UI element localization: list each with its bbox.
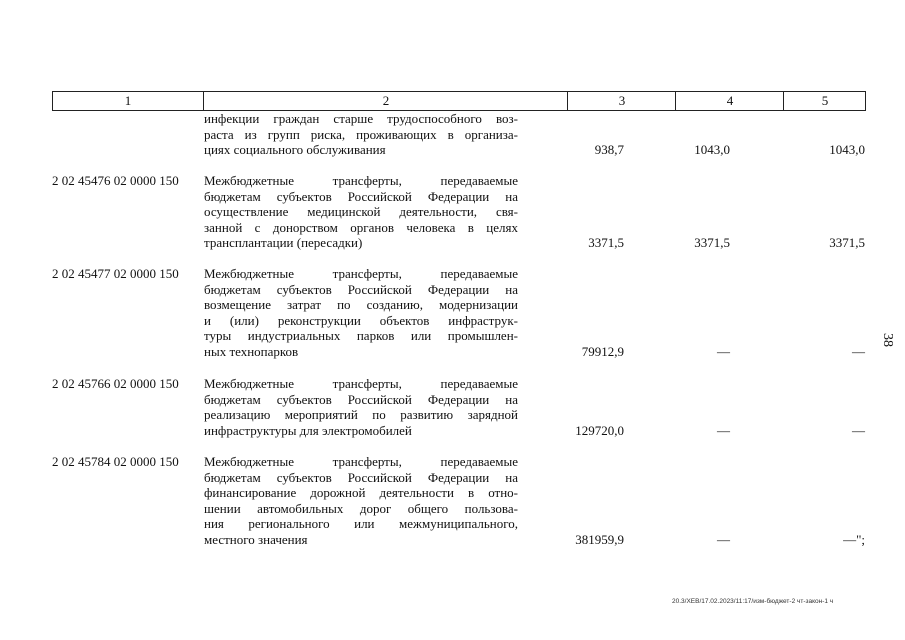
page-number: 38 — [880, 333, 895, 347]
row-value-col3: 129720,0 — [575, 423, 624, 438]
row-description: Межбюджетные трансферты, передаваемые бюджетам субъектов Российской Федерации на осуществление медицинской деятельности, свя- занной с донорством органов человека в целях трансплантации (пересадки) — [204, 173, 518, 250]
row-value-col4: — — [717, 532, 730, 547]
row-description: Межбюджетные трансферты, передаваемые бюджетам субъектов Российской Федерации на реализацию мероприятий по развитию зарядной инфраструктуры для электромобилей — [204, 376, 518, 438]
row-code: 2 02 45784 02 0000 150 — [52, 454, 179, 469]
row-value-col4: 1043,0 — [694, 142, 730, 157]
row-value-col5: — — [852, 344, 865, 359]
row-code: 2 02 45477 02 0000 150 — [52, 266, 179, 281]
row-value-col3: 3371,5 — [588, 235, 624, 250]
row-value-col3: 381959,9 — [575, 532, 624, 547]
row-value-col4: 3371,5 — [694, 235, 730, 250]
row-value-col4: — — [717, 423, 730, 438]
row-code: 2 02 45766 02 0000 150 — [52, 376, 179, 391]
row-value-col5: 1043,0 — [829, 142, 865, 157]
row-value-col4: — — [717, 344, 730, 359]
row-description: Межбюджетные трансферты, передаваемые бюджетам субъектов Российской Федерации на финансирование дорожной деятельности в отно- шении автомобильных дорог общего пользова- ния регионального или межмуниципального, местного значения — [204, 454, 518, 547]
column-3-number: 3 — [567, 92, 676, 110]
row-code: 2 02 45476 02 0000 150 — [52, 173, 179, 188]
row-value-col5: 3371,5 — [829, 235, 865, 250]
footer-stamp: 20.3/XEB/17.02.2023/11:17/изм-бюджет-2 чт-закон-1 ч — [672, 598, 834, 605]
row-value-col3: 938,7 — [594, 142, 624, 157]
column-4-number: 4 — [675, 92, 784, 110]
column-2-number: 2 — [203, 92, 568, 110]
column-number-header — [52, 91, 866, 111]
column-1-number: 1 — [124, 93, 132, 108]
row-value-col3: 79912,9 — [581, 344, 624, 359]
row-description: Межбюджетные трансферты, передаваемые бюджетам субъектов Российской Федерации на возмещение затрат по созданию, модернизации и (или) реконструкции объектов инфраструк- туры индустриальных парков или промышлен- ных технопарков — [204, 266, 518, 359]
row-value-col5: —"; — [843, 532, 865, 547]
row-value-col5: — — [852, 423, 865, 438]
column-5-number: 5 — [783, 92, 866, 110]
row-description: инфекции граждан старше трудоспособного воз- раста из групп риска, проживающих в организа- циях социального обслуживания — [204, 111, 518, 157]
